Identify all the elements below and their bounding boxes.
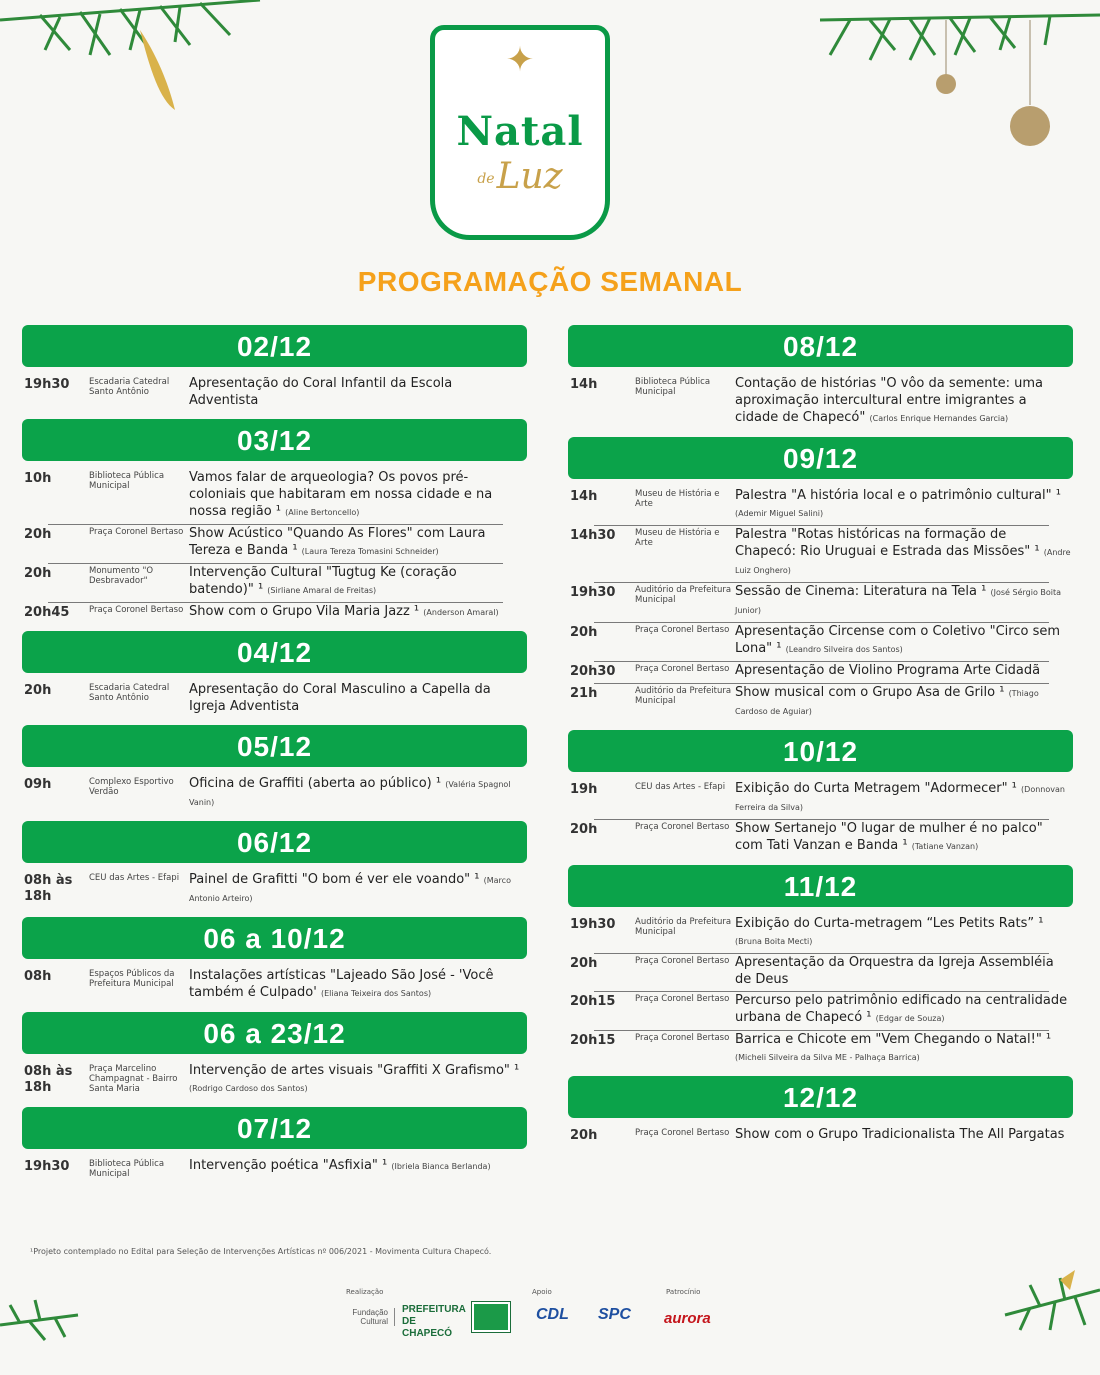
date-group [568, 325, 1073, 431]
event-title: Apresentação do Coral Masculino a Capella da Igreja Adventista [189, 682, 491, 714]
logo-luz-word: Luz [496, 156, 563, 197]
event-place: Praça Coronel Bertaso [635, 822, 730, 832]
event-place: Auditório da Prefeitura Municipal [635, 585, 732, 605]
event-time: 20h [570, 625, 598, 640]
event-time: 19h [570, 782, 598, 797]
event-credit: (Ibriela Bianca Berlanda) [391, 1162, 491, 1171]
date-header: 09/12 [568, 437, 1073, 479]
event-place: Praça Coronel Bertaso [635, 625, 730, 635]
event-time: 20h [24, 566, 52, 581]
event-title: Intervenção poética "Asfixia" ¹ [189, 1158, 388, 1173]
event-row [568, 684, 1073, 724]
event-title: Vamos falar de arqueologia? Os povos pré-coloniais que habitaram em nossa cidade e na nossa região ¹ [189, 470, 493, 519]
date-header: 10/12 [568, 730, 1073, 772]
logo-natal-text: Natal [456, 108, 584, 155]
event-title: Intervenção Cultural "Tugtug Ke (coração batendo)" ¹ [189, 565, 457, 597]
pine-branch-bottom-right-icon [1000, 1270, 1100, 1340]
event-credit: (Thiago Cardoso de Aguiar) [735, 689, 1039, 716]
event-title: Palestra "Rotas históricas na formação de Chapecó: Rio Uruguai e Estrada das Missões" ¹ [735, 527, 1040, 559]
event-description [189, 564, 525, 599]
event-title: Exibição do Curta Metragem "Adormecer" ¹ [735, 781, 1017, 796]
date-group [22, 419, 527, 625]
date-header: 02/12 [22, 325, 527, 367]
event-credit: (Laura Tereza Tomasini Schneider) [301, 547, 439, 556]
spc-logo: SPC [598, 1306, 631, 1323]
chapeco-flag-icon [472, 1302, 510, 1332]
event-place: Escadaria Catedral Santo Antônio [89, 377, 170, 397]
event-title: Palestra "A história local e o patrimônio cultural" ¹ [735, 488, 1061, 503]
event-time: 20h15 [570, 994, 616, 1009]
date-header: 04/12 [22, 631, 527, 673]
cdl-logo: CDL [536, 1306, 569, 1323]
event-credit: (Marco Antonio Arteiro) [189, 876, 511, 903]
event-credit: (José Sérgio Boita Junior) [735, 588, 1062, 615]
event-row [22, 525, 527, 564]
event-place: CEU das Artes - Efapi [89, 873, 180, 883]
event-row [22, 681, 527, 719]
date-group [568, 437, 1073, 724]
event-description [189, 775, 525, 811]
event-time: 19h30 [24, 377, 70, 392]
event-description [735, 954, 1071, 988]
event-credit: (Micheli Silveira da Silva ME - Palhaça Barrica) [735, 1053, 920, 1062]
event-title: Apresentação da Orquestra da Igreja Assembléia de Deus [735, 955, 1054, 987]
event-row [568, 780, 1073, 820]
event-credit: (Sirliane Amaral de Freitas) [267, 586, 377, 595]
date-group [568, 730, 1073, 859]
event-title: Apresentação do Coral Infantil da Escola Adventista [189, 376, 453, 408]
event-description [189, 525, 525, 560]
schedule-column-left [22, 325, 527, 1189]
event-place: Biblioteca Pública Municipal [635, 377, 711, 397]
event-credit: (Aline Bertoncello) [285, 508, 360, 517]
event-description [189, 375, 525, 409]
event-place: Praça Coronel Bertaso [635, 994, 730, 1004]
realizacao-label: Realização [346, 1288, 384, 1296]
event-place: Biblioteca Pública Municipal [89, 471, 165, 491]
event-row [22, 375, 527, 413]
event-time: 08h às 18h [24, 873, 73, 904]
event-row [22, 469, 527, 525]
event-description [735, 1031, 1071, 1066]
page-title: PROGRAMAÇÃO SEMANAL [357, 266, 743, 297]
event-description [735, 820, 1071, 855]
event-description [735, 684, 1071, 720]
event-time: 20h [570, 1128, 598, 1143]
event-place: Praça Coronel Bertaso [635, 1128, 730, 1138]
event-place: Praça Coronel Bertaso [89, 605, 184, 615]
event-row [568, 1126, 1073, 1148]
pine-branch-bottom-left-icon [0, 1295, 80, 1345]
event-row [568, 583, 1073, 623]
event-place: Espaços Públicos da Prefeitura Municipal [89, 969, 175, 989]
pine-branch-top-left-icon [0, 0, 270, 120]
event-description [189, 681, 525, 715]
event-description [735, 375, 1071, 427]
event-credit: (Eliana Teixeira dos Santos) [320, 989, 432, 998]
event-place: Museu de História e Arte [635, 528, 720, 548]
event-place: Praça Coronel Bertaso [635, 664, 730, 674]
event-place: Museu de História e Arte [635, 489, 720, 509]
event-row [568, 662, 1073, 684]
date-header: 07/12 [22, 1107, 527, 1149]
event-time: 20h [570, 822, 598, 837]
event-row [568, 623, 1073, 662]
event-time: 14h [570, 489, 598, 504]
event-place: Praça Marcelino Champagnat - Bairro Santa Maria [89, 1064, 178, 1094]
event-description [189, 871, 525, 907]
event-time: 19h30 [570, 917, 616, 932]
event-credit: (Donnovan Ferreira da Silva) [735, 785, 1065, 812]
date-group [22, 725, 527, 815]
logo-de-text: de [477, 171, 495, 187]
sponsors-footer [340, 1288, 740, 1348]
event-place: Praça Coronel Bertaso [635, 1033, 730, 1043]
event-time: 08h [24, 969, 52, 984]
event-description [189, 1062, 525, 1097]
date-group [22, 821, 527, 911]
event-time: 20h30 [570, 664, 616, 679]
event-time: 20h [24, 527, 52, 542]
event-row [568, 954, 1073, 992]
event-row [22, 564, 527, 603]
event-time: 20h [24, 683, 52, 698]
footnote: ¹Projeto contemplado no Edital para Seleção de Intervenções Artísticas nº 006/2021 - Movimenta Cultura Chapecó. [30, 1247, 492, 1256]
event-title: Barrica e Chicote em "Vem Chegando o Natal!" ¹ [735, 1032, 1052, 1047]
event-time: 14h30 [570, 528, 616, 543]
event-place: CEU das Artes - Efapi [635, 782, 726, 792]
event-row [568, 992, 1073, 1031]
event-description [189, 967, 525, 1002]
event-title: Contação de histórias "O vôo da semente: uma aproximação intercultural entre imigrantes a cidade de Chapecó" [735, 376, 1043, 425]
date-header: 06/12 [22, 821, 527, 863]
event-row [22, 871, 527, 911]
date-header: 03/12 [22, 419, 527, 461]
event-description [735, 662, 1071, 679]
event-time: 09h [24, 777, 52, 792]
event-title: Exibição do Curta-metragem “Les Petits Rats” ¹ [735, 916, 1044, 931]
date-group [22, 917, 527, 1006]
event-place: Biblioteca Pública Municipal [89, 1159, 165, 1179]
date-header: 05/12 [22, 725, 527, 767]
event-row [22, 603, 527, 625]
event-title: Show Acústico "Quando As Flores" com Laura Tereza e Banda ¹ [189, 526, 486, 558]
event-credit: (Rodrigo Cardoso dos Santos) [189, 1084, 308, 1093]
event-title: Painel de Grafitti "O bom é ver ele voando" ¹ [189, 872, 480, 887]
event-description [735, 583, 1071, 619]
event-credit: (Valéria Spagnol Vanin) [189, 780, 511, 807]
event-title: Intervenção de artes visuais "Graffiti X Grafismo" ¹ [189, 1063, 520, 1078]
event-time: 14h [570, 377, 598, 392]
event-place: Complexo Esportivo Verdão [89, 777, 174, 797]
event-title: Oficina de Graffiti (aberta ao público) ¹ [189, 776, 442, 791]
event-row [568, 820, 1073, 859]
fundacao-cultural-logo: Fundação Cultural [344, 1308, 395, 1326]
event-title: Percurso pelo patrimônio edificado na centralidade urbana de Chapecó ¹ [735, 993, 1068, 1025]
date-group [568, 1076, 1073, 1148]
date-group [22, 1107, 527, 1183]
aurora-logo: aurora [664, 1310, 711, 1327]
date-header: 06 a 10/12 [22, 917, 527, 959]
event-description [189, 469, 525, 521]
event-time: 19h30 [570, 585, 616, 600]
event-row [22, 1062, 527, 1101]
logo-luz-text [435, 156, 605, 197]
event-time: 21h [570, 686, 598, 701]
event-credit: (Tatiane Vanzan) [911, 842, 979, 851]
event-time: 10h [24, 471, 52, 486]
event-title: Apresentação de Violino Programa Arte Cidadã [735, 663, 1041, 678]
schedule-column-right [568, 325, 1073, 1154]
event-title: Show Sertanejo "O lugar de mulher é no palco" com Tati Vanzan e Banda ¹ [735, 821, 1043, 853]
date-header: 11/12 [568, 865, 1073, 907]
event-row [568, 1031, 1073, 1070]
event-credit: (Bruna Boita Mecti) [735, 937, 813, 946]
date-group [568, 865, 1073, 1070]
event-time: 20h [570, 956, 598, 971]
star-icon: ✦ [505, 40, 535, 80]
date-group [22, 325, 527, 413]
event-description [735, 780, 1071, 816]
event-title: Show com o Grupo Vila Maria Jazz ¹ [189, 604, 420, 619]
event-place: Auditório da Prefeitura Municipal [635, 917, 732, 937]
event-description [735, 915, 1071, 950]
event-title: Sessão de Cinema: Literatura na Tela ¹ [735, 584, 987, 599]
event-credit: (Edgar de Souza) [875, 1014, 945, 1023]
event-time: 19h30 [24, 1159, 70, 1174]
event-row [568, 526, 1073, 583]
date-header: 08/12 [568, 325, 1073, 367]
pine-branch-top-right-icon [810, 0, 1100, 160]
event-place: Praça Coronel Bertaso [89, 527, 184, 537]
date-header: 06 a 23/12 [22, 1012, 527, 1054]
event-description [735, 487, 1071, 522]
event-row [568, 915, 1073, 954]
event-row [22, 775, 527, 815]
event-credit: (Anderson Amaral) [423, 608, 499, 617]
event-title: Show com o Grupo Tradicionalista The All Pargatas [735, 1127, 1065, 1142]
event-description [189, 1157, 525, 1175]
date-header: 12/12 [568, 1076, 1073, 1118]
natal-de-luz-logo [430, 25, 610, 240]
prefeitura-chapeco-logo: PREFEITURA DE CHAPECÓ [402, 1304, 466, 1339]
patrocinio-label: Patrocínio [666, 1288, 701, 1296]
event-place: Praça Coronel Bertaso [635, 956, 730, 966]
event-description [189, 603, 525, 621]
event-row [568, 375, 1073, 431]
event-description [735, 1126, 1071, 1143]
apoio-label: Apoio [532, 1288, 552, 1296]
event-title: Show musical com o Grupo Asa de Grilo ¹ [735, 685, 1005, 700]
event-credit: (Ademir Miguel Salini) [735, 509, 824, 518]
date-group [22, 1012, 527, 1101]
event-time: 20h15 [570, 1033, 616, 1048]
event-credit: (Leandro Silveira dos Santos) [785, 645, 903, 654]
event-credit: (Carlos Enrique Hernandes Garcia) [869, 414, 1009, 423]
event-description [735, 623, 1071, 658]
event-credit: (Andre Luiz Onghero) [735, 548, 1071, 575]
event-place: Escadaria Catedral Santo Antônio [89, 683, 170, 703]
event-time: 20h45 [24, 605, 70, 620]
event-description [735, 992, 1071, 1027]
event-place: Monumento "O Desbravador" [89, 566, 154, 586]
event-row [22, 967, 527, 1006]
event-time: 08h às 18h [24, 1064, 73, 1095]
event-description [735, 526, 1071, 579]
event-row [568, 487, 1073, 526]
date-group [22, 631, 527, 719]
event-title: Apresentação Circense com o Coletivo "Circo sem Lona" ¹ [735, 624, 1061, 656]
event-row [22, 1157, 527, 1183]
event-place: Auditório da Prefeitura Municipal [635, 686, 732, 706]
event-title: Instalações artísticas "Lajeado São José - 'Você também é Culpado' [189, 968, 494, 1000]
